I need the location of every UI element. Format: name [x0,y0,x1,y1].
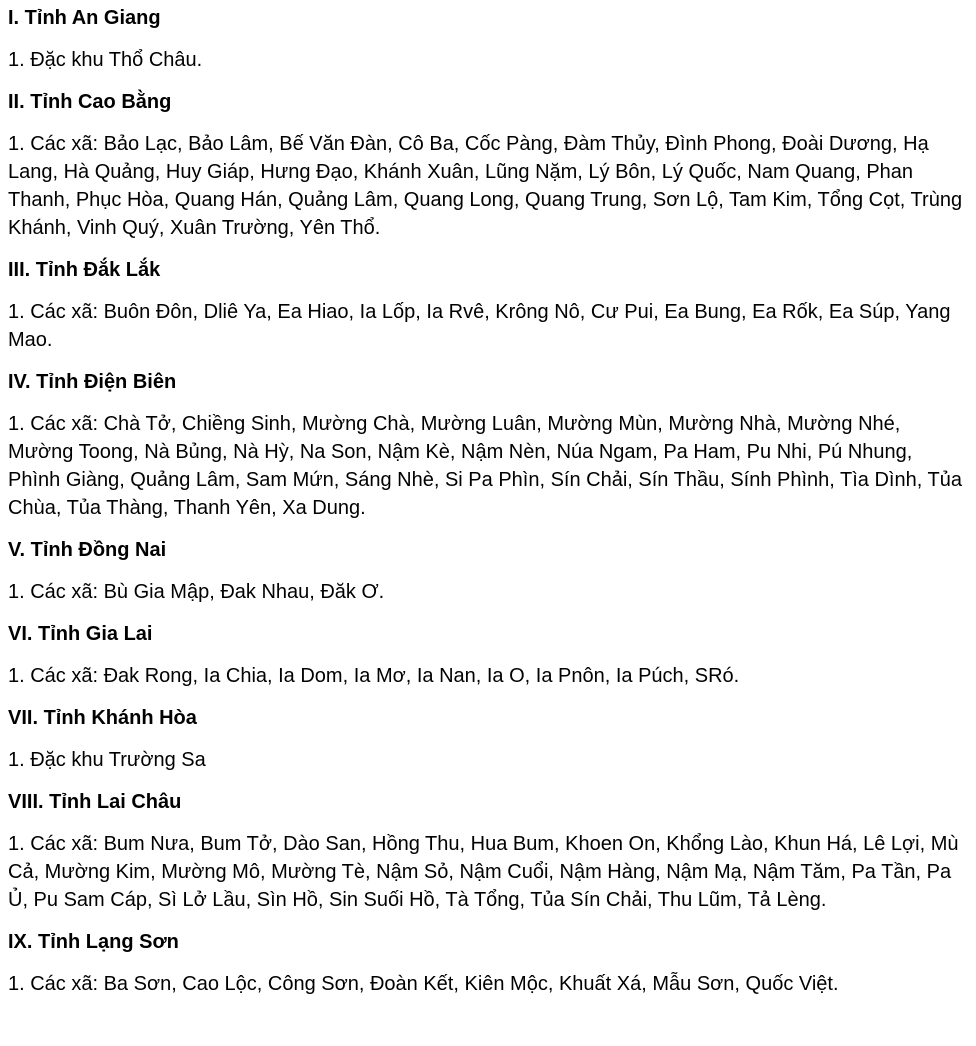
section-text-dong-nai: 1. Các xã: Bù Gia Mập, Đak Nhau, Đăk Ơ. [8,581,385,603]
section-text-dien-bien: 1. Các xã: Chà Tở, Chiềng Sinh, Mường Chà, Mường Luân, Mường Mùn, Mường Nhà, Mường Nhé, Mường Toong, Nà Bủng, Nà Hỳ, Na Son, Nậm Kè, Nậm Nèn, Núa Ngam, Pa Ham, Pu Nhi, Pú Nhung, Phình Giàng, Quảng Lâm, Sam Mứn, Sáng Nhè, Si Pa Phìn, Sín Chải, Sín Thầu, Sính Phình, Tìa Dình, Tủa Chùa, Tủa Thàng, Thanh Yên, Xa Dung. [8,413,962,519]
section-heading-dien-bien: IV. Tỉnh Điện Biên [8,371,177,393]
section-text-an-giang: 1. Đặc khu Thổ Châu. [8,49,203,71]
section-heading-lai-chau: VIII. Tỉnh Lai Châu [8,791,182,813]
section-heading-cao-bang: II. Tỉnh Cao Bằng [8,91,172,113]
section-text-khanh-hoa: 1. Đặc khu Trường Sa [8,749,206,771]
section-text-dak-lak: 1. Các xã: Buôn Đôn, Dliê Ya, Ea Hiao, Ia Lốp, Ia Rvê, Krông Nô, Cư Pui, Ea Bung, Ea Rốk, Ea Súp, Yang Mao. [8,301,951,351]
section-heading-an-giang: I. Tỉnh An Giang [8,7,161,29]
section-heading-lang-son: IX. Tỉnh Lạng Sơn [8,931,179,953]
section-text-gia-lai: 1. Các xã: Đak Rong, Ia Chia, Ia Dom, Ia Mơ, Ia Nan, Ia O, Ia Pnôn, Ia Púch, SRó. [8,665,740,687]
section-text-lang-son: 1. Các xã: Ba Sơn, Cao Lộc, Công Sơn, Đoàn Kết, Kiên Mộc, Khuất Xá, Mẫu Sơn, Quốc Việt. [8,973,839,995]
section-heading-dong-nai: V. Tỉnh Đồng Nai [8,539,167,561]
section-heading-dak-lak: III. Tỉnh Đắk Lắk [8,259,161,281]
section-heading-khanh-hoa: VII. Tỉnh Khánh Hòa [8,707,197,729]
section-heading-gia-lai: VI. Tỉnh Gia Lai [8,623,153,645]
section-text-cao-bang: 1. Các xã: Bảo Lạc, Bảo Lâm, Bế Văn Đàn, Cô Ba, Cốc Pàng, Đàm Thủy, Đình Phong, Đoài Dương, Hạ Lang, Hà Quảng, Huy Giáp, Hưng Đạo, Khánh Xuân, Lũng Nặm, Lý Bôn, Lý Quốc, Nam Quang, Phan Thanh, Phục Hòa, Quang Hán, Quảng Lâm, Quang Long, Quang Trung, Sơn Lộ, Tam Kim, Tổng Cọt, Trùng Khánh, Vinh Quý, Xuân Trường, Yên Thổ. [8,133,963,239]
section-text-lai-chau: 1. Các xã: Bum Nưa, Bum Tở, Dào San, Hồng Thu, Hua Bum, Khoen On, Khổng Lào, Khun Há, Lê Lợi, Mù Cả, Mường Kim, Mường Mô, Mường Tè, Nậm Sỏ, Nậm Cuổi, Nậm Hàng, Nậm Mạ, Nậm Tăm, Pa Tần, Pa Ủ, Pu Sam Cáp, Sì Lở Lầu, Sìn Hồ, Sin Suối Hồ, Tà Tổng, Tủa Sín Chải, Thu Lũm, Tả Lèng. [8,833,959,911]
